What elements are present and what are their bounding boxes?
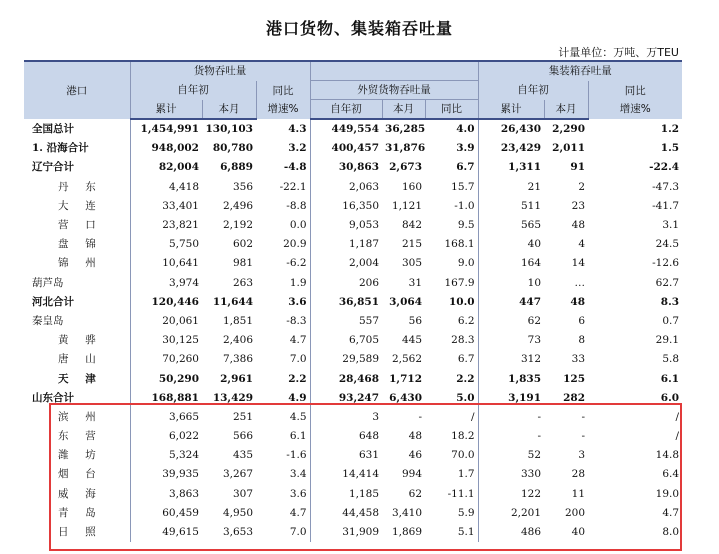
table-row [24, 331, 682, 350]
cell-c1: 20,061 [130, 312, 202, 331]
cell-t2: 4 [578, 238, 586, 251]
header-foreign: 外贸货物吞吐量 [310, 81, 478, 100]
cell-f3: 168.1 [444, 238, 475, 251]
cell-c2: 263 [232, 276, 253, 289]
cell-t2: 48 [570, 295, 586, 308]
table-row [24, 235, 682, 254]
cell-f1: 6,705 [310, 331, 382, 350]
cell-t2: 2 [578, 180, 586, 193]
table-row [24, 293, 682, 312]
cell-f3: 5.9 [457, 506, 475, 519]
cell-c1: 4,418 [130, 178, 202, 197]
header-container: 集装箱吞吐量 [478, 61, 682, 81]
cell-f1: 44,458 [310, 504, 382, 523]
table-row [24, 523, 682, 542]
cell-f3: 15.7 [451, 180, 475, 193]
table-row [24, 119, 682, 139]
cell-c2: 2,406 [222, 334, 253, 347]
cell-t1: - [478, 427, 544, 446]
port-name-char: 营 [58, 219, 69, 232]
cell-t3: 62.7 [655, 276, 680, 289]
cell-f3: 1.7 [457, 468, 475, 481]
port-name-char: 东 [58, 430, 69, 443]
cell-f1: 93,247 [310, 389, 382, 408]
cell-c3: 4.9 [288, 391, 307, 404]
port-name-char: 山 [85, 353, 96, 366]
page-title: 港口货物、集装箱吞吐量 [265, 19, 453, 38]
port-name-char: 口 [85, 219, 96, 232]
cell-t1: 2,201 [478, 504, 544, 523]
cell-f3: 6.7 [457, 353, 475, 366]
cell-c2: 566 [232, 430, 253, 443]
port-name: 山东合计 [32, 391, 74, 404]
cell-c1: 3,863 [130, 485, 202, 504]
cell-c1: 70,260 [130, 350, 202, 369]
table-row [24, 504, 682, 523]
table-row [24, 369, 682, 388]
cell-t1: 62 [478, 312, 544, 331]
cell-c2: 7,386 [222, 353, 253, 366]
port-name [24, 427, 130, 446]
cell-f3: 9.0 [457, 257, 475, 270]
table-body [24, 119, 682, 542]
cell-f2: 305 [401, 257, 423, 270]
cell-t1: 1,311 [478, 158, 544, 177]
port-name [24, 350, 130, 369]
cell-t1: 10 [478, 274, 544, 293]
cell-c1: 50,290 [130, 369, 202, 388]
cell-c3: -22.1 [279, 180, 307, 193]
table-row [24, 274, 682, 293]
table-row [24, 446, 682, 465]
cell-t3: 14.8 [655, 449, 680, 462]
cell-f2: - [418, 410, 423, 423]
port-name-char: 岛 [85, 506, 96, 519]
cell-c1: 120,446 [130, 293, 202, 312]
cell-t1: 565 [478, 216, 544, 235]
cell-t2: 91 [570, 161, 586, 174]
cell-t3: 5.8 [662, 353, 680, 366]
port-name: 1. 沿海合计 [32, 142, 89, 155]
cell-t1: 73 [478, 331, 544, 350]
cell-c2: 2,496 [222, 199, 253, 212]
cell-c3: -1.6 [286, 449, 307, 462]
cell-f2: 3,064 [389, 295, 423, 308]
cell-f1: 31,909 [310, 523, 382, 542]
cell-c2: 2,192 [222, 219, 253, 232]
cell-t2: 6 [578, 314, 586, 327]
cell-f2: 2,562 [391, 353, 423, 366]
cell-t2: 282 [563, 391, 586, 404]
cell-t1: 330 [478, 465, 544, 484]
port-name-char: 威 [58, 487, 69, 500]
cell-f1: 29,589 [310, 350, 382, 369]
cell-t2: 3 [578, 449, 586, 462]
port-name: 秦皇岛 [32, 314, 64, 327]
port-name: 葫芦岛 [32, 276, 64, 289]
cell-c3: 3.6 [289, 487, 307, 500]
cell-t2: 28 [571, 468, 586, 481]
cell-t1: 122 [478, 485, 544, 504]
cell-c3: 3.6 [288, 295, 307, 308]
cell-c3: 4.5 [289, 410, 307, 423]
port-name [24, 197, 130, 216]
cell-f3: -1.0 [454, 199, 475, 212]
cell-c1: 33,401 [130, 197, 202, 216]
port-name-char: 天 [58, 372, 69, 385]
cell-c1: 10,641 [130, 254, 202, 273]
port-name-char: 唐 [58, 353, 69, 366]
port-name [24, 178, 130, 197]
port-throughput-table [24, 60, 682, 542]
cell-f2: 36,285 [385, 123, 426, 136]
cell-t1: 312 [478, 350, 544, 369]
cell-t3: 6.4 [662, 468, 680, 481]
cell-t2: 48 [571, 219, 586, 232]
cell-f2: 2,673 [389, 161, 423, 174]
header-foreign-yoy: 同比 [425, 100, 478, 120]
header-cargo-ytd: 自年初 [130, 81, 256, 100]
cell-t3: -22.4 [649, 161, 680, 174]
cell-f1: 648 [310, 427, 382, 446]
cell-f1: 16,350 [310, 197, 382, 216]
header-foreign-month: 本月 [382, 100, 425, 120]
port-name-char: 连 [85, 199, 96, 212]
cell-f2: 1,869 [391, 526, 423, 539]
cell-c1: 5,750 [130, 235, 202, 254]
cell-t2: 33 [571, 353, 586, 366]
cell-c1: 23,821 [130, 216, 202, 235]
cell-f2: 1,121 [391, 199, 423, 212]
cell-f1: 28,468 [310, 369, 382, 388]
cell-t3: -47.3 [652, 180, 680, 193]
cell-c1: 168,881 [130, 389, 202, 408]
cell-t3: 6.0 [660, 391, 680, 404]
cell-c3: 20.9 [283, 238, 307, 251]
cell-c2: 80,780 [212, 142, 253, 155]
cell-f3: 2.2 [456, 372, 475, 385]
port-name [24, 523, 130, 542]
header-cargo-yoy: 同比 增速% [256, 81, 310, 120]
port-name [24, 408, 130, 427]
cell-f1: 2,004 [310, 254, 382, 273]
cell-f2: 46 [408, 449, 423, 462]
table-row [24, 312, 682, 331]
cell-c2: 3,653 [222, 526, 253, 539]
cell-f2: 160 [401, 180, 423, 193]
cell-c3: 1.9 [289, 276, 307, 289]
cell-c3: 4.3 [288, 122, 307, 135]
table-row [24, 485, 682, 504]
cell-t1: 52 [478, 446, 544, 465]
port-name [24, 504, 130, 523]
port-name-char: 日 [58, 526, 69, 539]
table-row [24, 254, 682, 273]
cell-c1: 60,459 [130, 504, 202, 523]
cell-c3: 6.1 [289, 430, 307, 443]
cell-c1: 82,004 [130, 158, 202, 177]
cell-f3: 28.3 [451, 334, 475, 347]
cell-c1: 3,665 [130, 408, 202, 427]
port-name-char: 州 [85, 410, 96, 423]
port-name-char: 盘 [58, 238, 69, 251]
cell-c2: 2,961 [220, 372, 253, 385]
cell-t2: 8 [578, 334, 586, 347]
cell-t3: 3.1 [662, 219, 680, 232]
table-row [24, 408, 682, 427]
cell-f3: 70.0 [451, 449, 475, 462]
port-name-char: 锦 [58, 257, 69, 270]
cell-t2: 11 [571, 487, 586, 500]
port-name-char: 烟 [58, 468, 69, 481]
cell-f1: 557 [310, 312, 382, 331]
header-container-ytd: 自年初 [478, 81, 588, 100]
port-name-char: 台 [85, 468, 96, 481]
cell-t1: 23,429 [478, 139, 544, 158]
port-name-char: 东 [85, 180, 96, 193]
table-row [24, 389, 682, 408]
cell-c1: 1,454,991 [130, 119, 202, 139]
cell-c1: 49,615 [130, 523, 202, 542]
cell-t3: 8.3 [660, 295, 680, 308]
port-name-char: 黄 [58, 334, 69, 347]
cell-t2: 125 [563, 372, 586, 385]
cell-f3: 5.0 [456, 391, 475, 404]
table-row [24, 197, 682, 216]
cell-t3: -41.7 [652, 199, 680, 212]
port-name-char: 照 [85, 526, 96, 539]
cell-c2: 3,267 [222, 468, 253, 481]
cell-f3: 10.0 [448, 295, 475, 308]
header-container-cumulative: 累计 [478, 100, 544, 120]
cell-f1: 36,851 [310, 293, 382, 312]
port-name [24, 216, 130, 235]
header-foreign-top [310, 61, 478, 81]
cell-f1: 3 [310, 408, 382, 427]
table-row [24, 465, 682, 484]
port-name-char: 津 [85, 372, 96, 385]
port-name-char: 坊 [85, 449, 96, 462]
table-row [24, 158, 682, 177]
cell-t1: 511 [478, 197, 544, 216]
cell-t3: 6.1 [660, 372, 680, 385]
cell-c2: 356 [232, 180, 253, 193]
cell-f3: 18.2 [451, 430, 475, 443]
cell-c3: -8.8 [286, 199, 307, 212]
table-row [24, 350, 682, 369]
cell-f2: 3,410 [391, 506, 423, 519]
cell-c1: 6,022 [130, 427, 202, 446]
cell-f1: 30,863 [310, 158, 382, 177]
cell-f3: -11.1 [447, 487, 475, 500]
port-name: 全国总计 [32, 122, 74, 135]
cell-f1: 2,063 [310, 178, 382, 197]
cell-t1: 164 [478, 254, 544, 273]
cell-t1: 40 [478, 235, 544, 254]
port-name [24, 446, 130, 465]
cell-t3: 1.2 [660, 122, 680, 135]
cell-c2: 307 [232, 487, 253, 500]
port-name [24, 254, 130, 273]
port-name-char: 丹 [58, 180, 69, 193]
cell-t1: 1,835 [478, 369, 544, 388]
cell-f2: 445 [401, 334, 423, 347]
cell-f1: 1,187 [310, 235, 382, 254]
cell-c2: 602 [232, 238, 253, 251]
cell-f1: 14,414 [310, 465, 382, 484]
header-container-month: 本月 [544, 100, 588, 120]
header-port: 港口 [24, 61, 130, 119]
cell-f3: 167.9 [444, 276, 475, 289]
header-foreign-ytd: 自年初 [310, 100, 382, 120]
cell-c2: 13,429 [212, 391, 253, 404]
cell-c1: 5,324 [130, 446, 202, 465]
cell-f2: 62 [408, 487, 423, 500]
port-name-char: 营 [85, 430, 96, 443]
port-name-char: 大 [58, 199, 69, 212]
cell-c2: 11,644 [212, 295, 253, 308]
cell-c3: -4.8 [283, 161, 307, 174]
cell-t3: 24.5 [655, 238, 680, 251]
header-cargo-cumulative: 累计 [130, 100, 202, 120]
port-name [24, 235, 130, 254]
cell-c3: 2.2 [288, 372, 307, 385]
cell-f3: 6.7 [456, 161, 475, 174]
cell-t3: 29.1 [655, 334, 680, 347]
cell-t2: - [581, 430, 586, 443]
cell-c3: -8.3 [286, 314, 307, 327]
cell-t3: 19.0 [655, 487, 680, 500]
port-name-char: 滨 [58, 410, 69, 423]
cell-f2: 56 [408, 314, 423, 327]
port-name-char: 潍 [58, 449, 69, 462]
table-row [24, 427, 682, 446]
cell-t2: … [574, 276, 586, 289]
cell-t2: 2,011 [552, 142, 586, 155]
cell-t2: - [581, 410, 586, 423]
cell-t3: 1.5 [660, 142, 680, 155]
cell-f3: 3.9 [456, 142, 475, 155]
port-name: 辽宁合计 [32, 161, 74, 174]
header-container-yoy: 同比 增速% [588, 81, 682, 120]
port-name [24, 465, 130, 484]
cell-t3: -12.6 [652, 257, 680, 270]
cell-t3: 4.7 [662, 506, 680, 519]
port-name-char: 州 [85, 257, 96, 270]
table-row [24, 216, 682, 235]
cell-c3: 4.7 [289, 334, 307, 347]
cell-c2: 435 [232, 449, 253, 462]
cell-c2: 130,103 [205, 123, 253, 136]
cell-f1: 206 [310, 274, 382, 293]
cell-f2: 6,430 [389, 391, 423, 404]
cell-f3: 4.0 [456, 123, 475, 136]
cell-c3: 7.0 [289, 353, 307, 366]
cell-f1: 9,053 [310, 216, 382, 235]
cell-t2: 200 [564, 506, 586, 519]
cell-c3: 0.0 [289, 219, 307, 232]
table-row [24, 178, 682, 197]
cell-t3: 8.0 [662, 526, 680, 539]
cell-c3: 3.2 [288, 142, 307, 155]
cell-c3: 4.7 [289, 506, 307, 519]
cell-f3: 6.2 [457, 314, 475, 327]
cell-f1: 400,457 [310, 139, 382, 158]
cell-c2: 1,851 [222, 314, 253, 327]
cell-c3: 7.0 [289, 526, 307, 539]
cell-c2: 4,950 [222, 506, 253, 519]
cell-c2: 981 [232, 257, 253, 270]
port-name-char: 海 [85, 487, 96, 500]
cell-f2: 842 [401, 219, 423, 232]
cell-t2: 2,290 [552, 123, 586, 136]
cell-c1: 948,002 [130, 139, 202, 158]
port-name: 河北合计 [32, 295, 74, 308]
port-name [24, 369, 130, 388]
cell-f3: / [470, 410, 475, 423]
cell-f1: 631 [310, 446, 382, 465]
port-name-char: 锦 [85, 238, 96, 251]
cell-t1: 447 [478, 293, 544, 312]
port-name [24, 485, 130, 504]
unit-note: 计量单位：万吨、万TEU [558, 46, 679, 59]
cell-t2: 14 [571, 257, 586, 270]
cell-c2: 251 [232, 410, 253, 423]
cell-t2: 40 [571, 526, 586, 539]
cell-f3: 5.1 [457, 526, 475, 539]
port-name-char: 骅 [85, 334, 96, 347]
cell-c1: 30,125 [130, 331, 202, 350]
cell-t3: 0.7 [662, 314, 680, 327]
cell-c1: 39,935 [130, 465, 202, 484]
cell-t1: 26,430 [478, 119, 544, 139]
table-row [24, 139, 682, 158]
cell-f1: 449,554 [310, 119, 382, 139]
cell-c2: 6,889 [220, 161, 253, 174]
cell-t1: 21 [478, 178, 544, 197]
cell-c1: 3,974 [130, 274, 202, 293]
cell-f2: 31,876 [385, 142, 426, 155]
cell-f2: 1,712 [389, 372, 423, 385]
cell-t1: 3,191 [478, 389, 544, 408]
cell-t2: 23 [571, 199, 586, 212]
cell-f1: 1,185 [310, 485, 382, 504]
cell-t3: / [675, 430, 680, 443]
cell-f2: 994 [401, 468, 423, 481]
header-cargo-month: 本月 [202, 100, 256, 120]
cell-f2: 48 [408, 430, 423, 443]
cell-c3: 3.4 [289, 468, 307, 481]
cell-c3: -6.2 [286, 257, 307, 270]
cell-f2: 215 [401, 238, 423, 251]
cell-t3: / [675, 410, 680, 423]
header-cargo: 货物吞吐量 [130, 61, 310, 81]
cell-f3: 9.5 [457, 219, 475, 232]
port-name-char: 青 [58, 506, 69, 519]
cell-f2: 31 [408, 276, 423, 289]
cell-t1: - [478, 408, 544, 427]
port-name [24, 331, 130, 350]
cell-t1: 486 [478, 523, 544, 542]
